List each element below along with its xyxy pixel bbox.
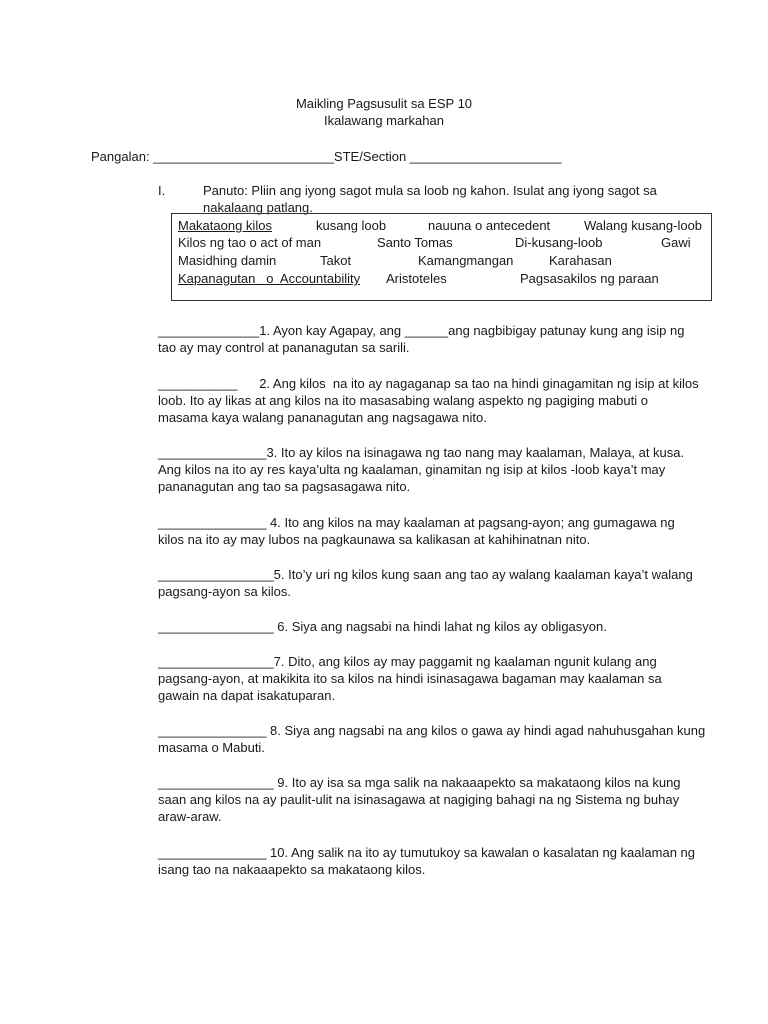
question-6: ________________ 6. Siya ang nagsabi na hindi lahat ng kilos ay obligasyon. <box>158 619 607 634</box>
question-10: _______________ 10. Ang salik na ito ay tumutukoy sa kawalan o kasalatan ng kaalaman ng isang tao na nakaaapekto sa makataong kilos. <box>158 845 695 877</box>
question-1: ______________1. Ayon kay Agapay, ang ______ang nagbibigay patunay kung ang isip ng tao ay may control at pananagutan sa sarili. <box>158 323 685 355</box>
choice-kilos-ng-tao: Kilos ng tao o act of man <box>178 235 322 250</box>
instruction-line-2: nakalaang patlang. <box>203 200 313 215</box>
choice-karahasan: Karahasan <box>549 253 612 268</box>
choice-santo-tomas: Santo Tomas <box>377 235 453 250</box>
question-4: _______________ 4. Ito ang kilos na may kaalaman at pagsang-ayon; ang gumagawa ng kilos na ito ay may lubos na pagkaunawa sa kalikasan at kahihinatnan nito. <box>158 515 675 547</box>
choice-kapanagutan: Kapanagutan o Accountability <box>178 271 361 286</box>
choice-gawi: Gawi <box>661 235 691 250</box>
instruction-line-1: Panuto: Pliin ang iyong sagot mula sa loob ng kahon. Isulat ang iyong sagot sa <box>203 183 657 198</box>
question-5: ________________5. Ito’y uri ng kilos kung saan ang tao ay walang kaalaman kaya’t walang pagsang-ayon sa kilos. <box>158 567 693 599</box>
choice-di-kusang-loob: Di-kusang-loob <box>515 235 603 250</box>
page-subtitle: Ikalawang markahan <box>324 113 444 128</box>
choice-aristoteles: Aristoteles <box>386 271 447 286</box>
question-9: ________________ 9. Ito ay isa sa mga salik na nakaaapekto sa makataong kilos na kung saan ang kilos na ay paulit-ulit na isinasagawa at nagiging bahagi na ng Sistema ng buhay araw-araw. <box>158 775 681 824</box>
instruction-numeral: I. <box>158 183 166 198</box>
choice-takot: Takot <box>320 253 352 268</box>
choice-walang-kusang-loob: Walang kusang-loob <box>584 218 703 233</box>
question-2: ___________ 2. Ang kilos na ito ay nagaganap sa tao na hindi ginagamitan ng isip at kilos loob. Ito ay likas at ang kilos na ito masasabing walang aspekto ng pagiging mabuti o masama kaya walang pananagutan ang nagsagawa nito. <box>158 376 699 425</box>
question-7: ________________7. Dito, ang kilos ay may paggamit ng kaalaman ngunit kulang ang pagsang-ayon, at makikita ito sa kilos na hindi isinasagawa bagaman may kaalaman sa gawain na dapat isakatuparan. <box>158 654 662 703</box>
question-8: _______________ 8. Siya ang nagsabi na ang kilos o gawa ay hindi agad nahuhusgahan kung masama o Mabuti. <box>158 723 706 755</box>
choice-pagsasakilos: Pagsasakilos ng paraan <box>520 271 659 286</box>
question-3: _______________3. Ito ay kilos na isinagawa ng tao nang may kaalaman, Malaya, at kusa. Ang kilos na ito ay res kaya’ulta ng kaalaman, ginamitan ng isip at kilos -loob kaya’t may pananagutan ang tao sa pagsasagawa nito. <box>158 445 685 494</box>
choice-kamangmangan: Kamangmangan <box>418 253 514 268</box>
name-section-line: Pangalan: _________________________STE/Section _____________________ <box>91 149 562 164</box>
page-title: Maikling Pagsusulit sa ESP 10 <box>295 96 473 111</box>
choice-makataong-kilos: Makataong kilos <box>178 218 272 233</box>
choice-kusang-loob: kusang loob <box>316 218 387 233</box>
choice-nauuna: nauuna o antecedent <box>428 218 551 233</box>
choice-masidhing-damin: Masidhing damin <box>178 253 277 268</box>
